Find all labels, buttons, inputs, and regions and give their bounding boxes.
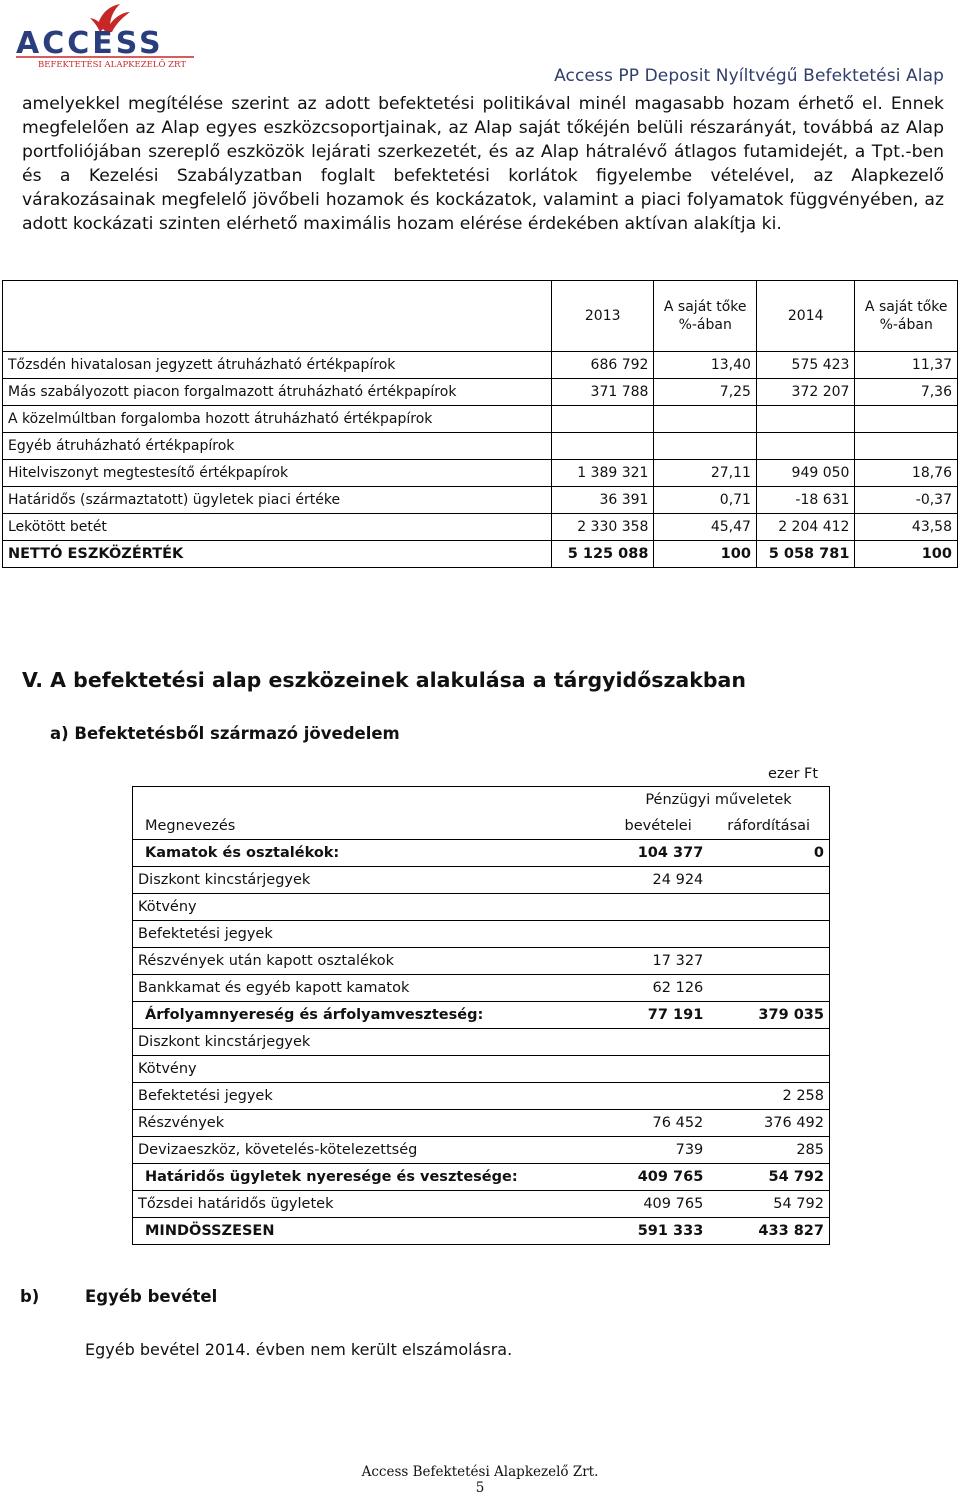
income-value bbox=[608, 894, 708, 921]
row-value bbox=[855, 406, 958, 433]
row-value bbox=[654, 406, 757, 433]
row-label: Kötvény bbox=[133, 1056, 609, 1083]
expense-value bbox=[708, 1056, 829, 1083]
assets-table bbox=[2, 280, 958, 568]
expense-value: 285 bbox=[708, 1137, 829, 1164]
column-header-row bbox=[133, 813, 830, 840]
row-label: Diszkont kincstárjegyek bbox=[133, 1029, 609, 1056]
row-value: 45,47 bbox=[654, 514, 757, 541]
row-label: Részvények bbox=[133, 1110, 609, 1137]
expense-value: 0 bbox=[708, 840, 829, 867]
page-number: 5 bbox=[475, 1480, 485, 1496]
table-header-row bbox=[3, 281, 958, 352]
logo-subtitle: BEFEKTETÉSI ALAPKEZELŐ ZRT bbox=[38, 60, 186, 70]
row-value: -0,37 bbox=[855, 487, 958, 514]
table-row bbox=[3, 487, 958, 514]
row-value: 27,11 bbox=[654, 460, 757, 487]
document-title: Access PP Deposit Nyíltvégű Befektetési Alap bbox=[554, 66, 944, 86]
row-value: 1 389 321 bbox=[551, 460, 653, 487]
group-header-row bbox=[133, 787, 830, 814]
row-label: Hitelviszonyt megtestesítő értékpapírok bbox=[3, 460, 552, 487]
row-label: Kötvény bbox=[133, 894, 609, 921]
table-row bbox=[3, 433, 958, 460]
table-row bbox=[133, 1029, 830, 1056]
table-row bbox=[133, 1137, 830, 1164]
row-value: 43,58 bbox=[855, 514, 958, 541]
row-label: Lekötött betét bbox=[3, 514, 552, 541]
header-cell: A saját tőke %-ában bbox=[855, 281, 958, 352]
expense-value: 376 492 bbox=[708, 1110, 829, 1137]
row-value: 11,37 bbox=[855, 352, 958, 379]
income-value: 739 bbox=[608, 1137, 708, 1164]
income-value: 591 333 bbox=[608, 1218, 708, 1245]
row-label: Befektetési jegyek bbox=[133, 1083, 609, 1110]
table-row bbox=[3, 406, 958, 433]
header-cell: 2014 bbox=[756, 281, 855, 352]
row-value bbox=[855, 433, 958, 460]
row-label: Határidős ügyletek nyeresége és vesztesége: bbox=[133, 1164, 609, 1191]
expense-value bbox=[708, 921, 829, 948]
footer-company: Access Befektetési Alapkezelő Zrt. bbox=[361, 1464, 599, 1480]
row-value bbox=[756, 406, 855, 433]
income-value bbox=[608, 1083, 708, 1110]
logo-graphic bbox=[10, 2, 200, 70]
expense-value: 379 035 bbox=[708, 1002, 829, 1029]
expense-value bbox=[708, 975, 829, 1002]
expense-value bbox=[708, 948, 829, 975]
table-row bbox=[133, 948, 830, 975]
column-header-income: bevételei bbox=[608, 813, 708, 840]
total-value: 100 bbox=[654, 541, 757, 568]
row-value: 18,76 bbox=[855, 460, 958, 487]
row-value: 7,25 bbox=[654, 379, 757, 406]
row-label: MINDÖSSZESEN bbox=[133, 1218, 609, 1245]
table-row bbox=[3, 514, 958, 541]
table-row bbox=[133, 975, 830, 1002]
table-row bbox=[133, 1110, 830, 1137]
income-value: 409 765 bbox=[608, 1164, 708, 1191]
row-value: 371 788 bbox=[551, 379, 653, 406]
body-text: Egyéb bevétel 2014. évben nem került elszámolásra. bbox=[85, 1340, 513, 1359]
row-label: Tőzsdei határidős ügyletek bbox=[133, 1191, 609, 1218]
table-row bbox=[133, 1191, 830, 1218]
expense-value: 433 827 bbox=[708, 1218, 829, 1245]
income-value: 17 327 bbox=[608, 948, 708, 975]
row-value: 575 423 bbox=[756, 352, 855, 379]
row-label: Befektetési jegyek bbox=[133, 921, 609, 948]
expense-value: 2 258 bbox=[708, 1083, 829, 1110]
table-row bbox=[133, 1002, 830, 1029]
intro-paragraph bbox=[22, 92, 944, 236]
unit-label: ezer Ft bbox=[768, 766, 819, 782]
table-row bbox=[133, 1164, 830, 1191]
header-cell: 2013 bbox=[551, 281, 653, 352]
row-value bbox=[551, 433, 653, 460]
expense-value: 54 792 bbox=[708, 1164, 829, 1191]
column-header-name: Megnevezés bbox=[133, 813, 609, 840]
table-row bbox=[133, 1218, 830, 1245]
total-value: 100 bbox=[855, 541, 958, 568]
empty-cell bbox=[133, 787, 609, 814]
income-value bbox=[608, 1029, 708, 1056]
subsection-heading: a) Befektetésből származó jövedelem bbox=[50, 724, 400, 743]
row-label: Részvények után kapott osztalékok bbox=[133, 948, 609, 975]
income-value bbox=[608, 1056, 708, 1083]
intro-text: amelyekkel megítélése szerint az adott befektetési politikával minél magasabb hozam érhető el. Ennek megfelelően az Alap egyes eszközcsoportjainak, az Alap saját tőkéjén belüli részarányát, továbbá az Alap portfoliójában szereplő eszközök lejárati szerkezetét, és az Alap hátralévő átlagos futamidejét, a Tpt.-ben és a Kezelési Szabályzatban foglalt befektetési korlátok figyelembe vételével, az Alapkezelő várakozásainak megfelelő jövőbeli hozamok és kockázatok, valamint a piaci folyamatok függvényében, az adott kockázati szinten elérhető maximális hozam elérése érdekében aktívan alakítja ki. bbox=[22, 94, 944, 234]
row-value: 686 792 bbox=[551, 352, 653, 379]
row-value: 0,71 bbox=[654, 487, 757, 514]
group-header: Pénzügyi műveletek bbox=[608, 787, 830, 814]
row-value bbox=[654, 433, 757, 460]
income-value: 76 452 bbox=[608, 1110, 708, 1137]
row-label: Kamatok és osztalékok: bbox=[133, 840, 609, 867]
row-value bbox=[756, 433, 855, 460]
total-value: 5 058 781 bbox=[756, 541, 855, 568]
table-row bbox=[3, 379, 958, 406]
row-label: Más szabályozott piacon forgalmazott átruházható értékpapírok bbox=[3, 379, 552, 406]
subsection-heading: Egyéb bevétel bbox=[85, 1287, 218, 1306]
company-logo bbox=[10, 2, 200, 70]
row-value: 2 330 358 bbox=[551, 514, 653, 541]
row-value: -18 631 bbox=[756, 487, 855, 514]
total-label: NETTÓ ESZKÖZÉRTÉK bbox=[3, 541, 552, 568]
income-value: 77 191 bbox=[608, 1002, 708, 1029]
expense-value bbox=[708, 867, 829, 894]
row-value: 372 207 bbox=[756, 379, 855, 406]
row-label: Határidős (származtatott) ügyletek piaci értéke bbox=[3, 487, 552, 514]
table-row bbox=[133, 840, 830, 867]
total-value: 5 125 088 bbox=[551, 541, 653, 568]
income-value: 62 126 bbox=[608, 975, 708, 1002]
row-label: Devizaeszköz, követelés-kötelezettség bbox=[133, 1137, 609, 1164]
header-cell: A saját tőke %-ában bbox=[654, 281, 757, 352]
row-value: 36 391 bbox=[551, 487, 653, 514]
subsection-letter: b) bbox=[20, 1287, 40, 1306]
income-value bbox=[608, 921, 708, 948]
column-header-expense: ráfordításai bbox=[708, 813, 829, 840]
row-label: Diszkont kincstárjegyek bbox=[133, 867, 609, 894]
row-value: 2 204 412 bbox=[756, 514, 855, 541]
table-row bbox=[133, 1083, 830, 1110]
row-value: 949 050 bbox=[756, 460, 855, 487]
income-value: 104 377 bbox=[608, 840, 708, 867]
income-table bbox=[132, 786, 830, 1245]
row-label: Árfolyamnyereség és árfolyamveszteség: bbox=[133, 1002, 609, 1029]
row-label: A közelmúltban forgalomba hozott átruházható értékpapírok bbox=[3, 406, 552, 433]
table-row bbox=[133, 921, 830, 948]
table-row bbox=[3, 460, 958, 487]
table-row bbox=[133, 894, 830, 921]
row-label: Bankkamat és egyéb kapott kamatok bbox=[133, 975, 609, 1002]
expense-value bbox=[708, 894, 829, 921]
header-cell bbox=[3, 281, 552, 352]
row-label: Egyéb átruházható értékpapírok bbox=[3, 433, 552, 460]
table-row bbox=[133, 867, 830, 894]
row-value: 7,36 bbox=[855, 379, 958, 406]
table-row bbox=[133, 1056, 830, 1083]
income-value: 24 924 bbox=[608, 867, 708, 894]
table-row bbox=[3, 352, 958, 379]
logo-text: ACCESS bbox=[16, 26, 164, 61]
income-value: 409 765 bbox=[608, 1191, 708, 1218]
section-heading: V. A befektetési alap eszközeinek alakulása a tárgyidőszakban bbox=[22, 668, 746, 692]
row-value: 13,40 bbox=[654, 352, 757, 379]
row-value bbox=[551, 406, 653, 433]
expense-value bbox=[708, 1029, 829, 1056]
total-row bbox=[3, 541, 958, 568]
expense-value: 54 792 bbox=[708, 1191, 829, 1218]
row-label: Tőzsdén hivatalosan jegyzett átruházható értékpapírok bbox=[3, 352, 552, 379]
